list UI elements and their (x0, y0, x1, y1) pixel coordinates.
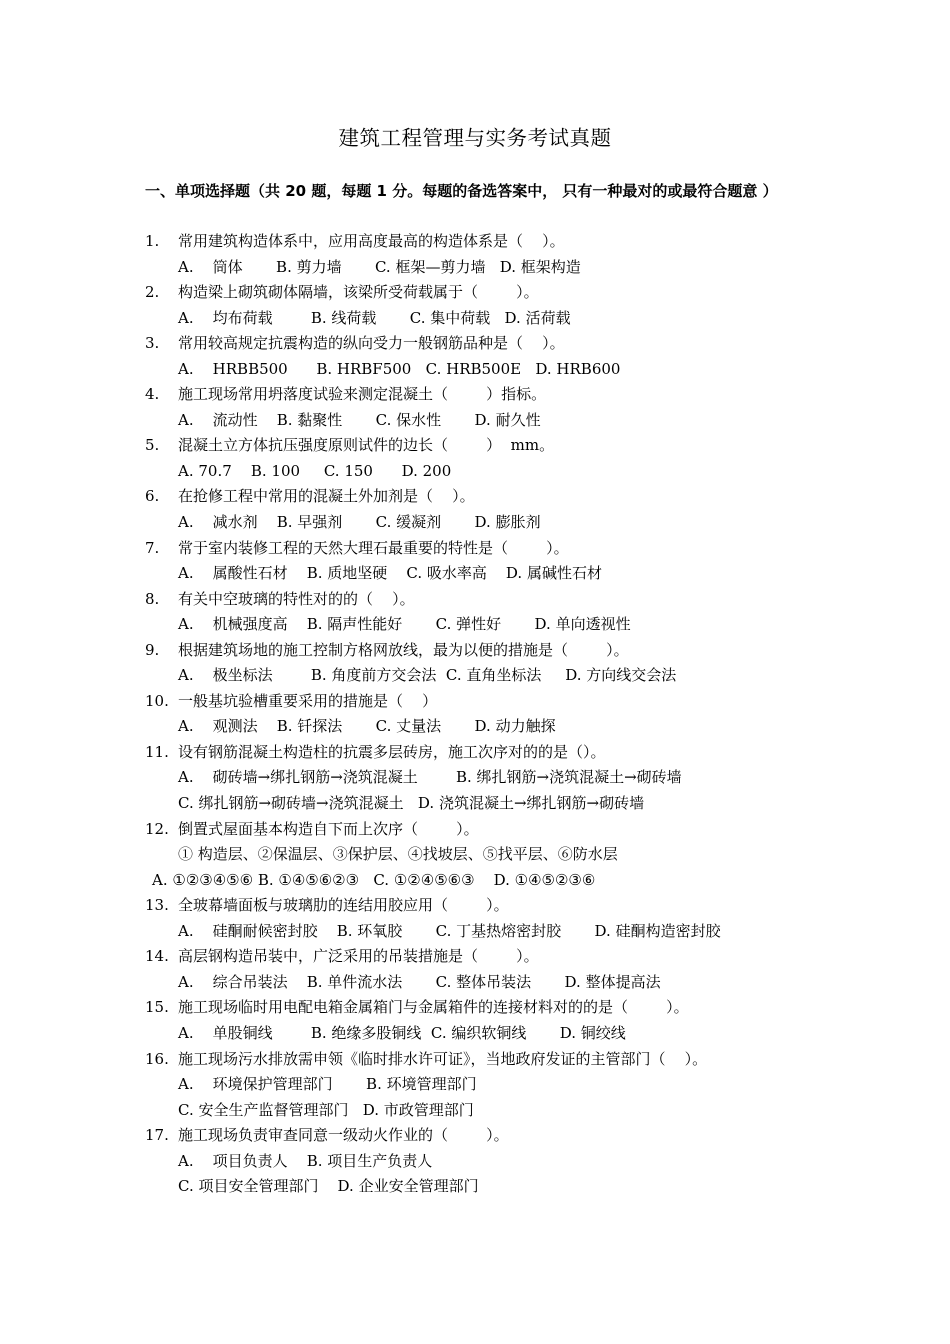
question-number: 3. (145, 334, 160, 353)
question-options-row (0, 663, 950, 689)
question-item (0, 280, 950, 306)
question-options-row (0, 1072, 950, 1098)
question-options-row (0, 842, 950, 868)
question-number: 5. (145, 436, 160, 455)
question-item (0, 893, 950, 919)
question-stem: 常于室内装修工程的天然大理石最重要的特性是（ ）。 (178, 538, 569, 557)
question-options: ① 构造层、②保温层、③保护层、④找坡层、⑤找平层、⑥防水层 (178, 845, 618, 864)
question-options: A. 筒体 B. 剪力墙 C. 框架—剪力墙 D. 框架构造 (178, 257, 581, 276)
question-options: A. 70.7 B. 100 C. 150 D. 200 (178, 461, 452, 480)
question-item (0, 433, 950, 459)
question-stem: 施工现场临时用电配电箱金属箱门与金属箱件的连接材料对的的是（ ）。 (178, 998, 689, 1017)
question-options: A. 项目负责人 B. 项目生产负责人 (178, 1151, 433, 1170)
question-options: A. HRBB500 B. HRBF500 C. HRB500E D. HRB600 (178, 359, 621, 378)
question-options-row (0, 791, 950, 817)
question-number: 4. (145, 385, 160, 404)
question-item (0, 944, 950, 970)
question-stem: 构造梁上砌筑砌体隔墙，该梁所受荷载属于（ ）。 (178, 283, 539, 302)
question-options: C. 绑扎钢筋→砌砖墙→浇筑混凝土 D. 浇筑混凝土→绑扎钢筋→砌砖墙 (178, 794, 645, 813)
question-number: 10. (145, 691, 169, 710)
question-options-row (0, 1149, 950, 1175)
question-stem: 施工现场负责审查同意一级动火作业的（ ）。 (178, 1126, 509, 1145)
question-item (0, 817, 950, 843)
question-options-row (0, 459, 950, 485)
question-item (0, 638, 950, 664)
question-stem: 常用建筑构造体系中，应用高度最高的构造体系是（ ）。 (178, 232, 565, 250)
question-number: 16. (145, 1049, 169, 1068)
question-stem: 在抢修工程中常用的混凝土外加剂是（ ）。 (178, 487, 475, 506)
question-stem: 有关中空玻璃的特性对的的（ ）。 (178, 589, 415, 608)
question-options-row (0, 868, 950, 894)
question-options: A. 硅酮耐候密封胶 B. 环氧胶 C. 丁基热熔密封胶 D. 硅酮构造密封胶 (178, 921, 721, 940)
question-options: A. 观测法 B. 钎探法 C. 丈量法 D. 动力触探 (178, 717, 556, 736)
question-stem: 根据建筑场地的施工控制方格网放线，最为以便的措施是（ ）。 (178, 640, 629, 659)
question-options: C. 安全生产监督管理部门 D. 市政管理部门 (178, 1100, 474, 1119)
question-options: A. 综合吊装法 B. 单件流水法 C. 整体吊装法 D. 整体提高法 (178, 972, 661, 991)
question-stem: 设有钢筋混凝土构造柱的抗震多层砖房，施工次序对的的是（）。 (178, 742, 606, 761)
question-item (0, 484, 950, 510)
question-options: A. 环境保护管理部门 B. 环境管理部门 (178, 1075, 477, 1094)
document-title: 建筑工程管理与实务考试真题 (338, 126, 612, 150)
question-number: 15. (145, 998, 169, 1017)
question-options: A. 属酸性石材 B. 质地坚硬 C. 吸水率高 D. 属碱性石材 (178, 564, 602, 583)
question-stem: 施工现场污水排放需申领《临时排水许可证》，当地政府发证的主管部门（ ）。 (178, 1049, 708, 1068)
question-options: A. 减水剂 B. 早强剂 C. 缓凝剂 D. 膨胀剂 (178, 513, 541, 532)
question-options-row (0, 306, 950, 332)
question-item (0, 1123, 950, 1149)
question-number: 8. (145, 589, 160, 608)
question-number: 14. (145, 947, 169, 966)
question-options: A. 均布荷载 B. 线荷载 C. 集中荷载 D. 活荷载 (178, 308, 571, 327)
question-options-row (0, 1021, 950, 1047)
question-stem: 一般基坑验槽重要采用的措施是（ ） (178, 691, 438, 710)
question-list (0, 229, 950, 1200)
question-options: A. 极坐标法 B. 角度前方交会法 C. 直角坐标法 D. 方向线交会法 (178, 666, 677, 685)
question-item (0, 536, 950, 562)
question-item (0, 382, 950, 408)
question-stem: 高层钢构造吊装中，广泛采用的吊装措施是（ ）。 (178, 947, 539, 966)
question-stem: 混凝土立方体抗压强度原则试件的边长（ ） mm。 (178, 436, 555, 455)
question-options: C. 项目安全管理部门 D. 企业安全管理部门 (178, 1177, 479, 1196)
question-options-row (0, 510, 950, 536)
question-options-row (0, 714, 950, 740)
question-options-row (0, 561, 950, 587)
question-number: 1. (145, 232, 160, 250)
question-item (0, 1047, 950, 1073)
question-options-row (0, 765, 950, 791)
question-number: 7. (145, 538, 160, 557)
question-options: A. 单股铜线 B. 绝缘多股铜线 C. 编织软铜线 D. 铜绞线 (178, 1023, 626, 1042)
question-options-row (0, 970, 950, 996)
question-options-row (0, 612, 950, 638)
question-stem: 全玻幕墙面板与玻璃肋的连结用胶应用（ ）。 (178, 896, 509, 915)
question-item (0, 587, 950, 613)
question-stem: 施工现场常用坍落度试验来测定混凝土（ ）指标。 (178, 385, 547, 404)
question-stem: 常用较高规定抗震构造的纵向受力一般钢筋品种是（ ）。 (178, 334, 565, 353)
question-options-row (0, 357, 950, 383)
question-item (0, 995, 950, 1021)
question-number: 2. (145, 283, 160, 302)
question-options: A. 机械强度高 B. 隔声性能好 C. 弹性好 D. 单向透视性 (178, 615, 631, 634)
question-options: A. 砌砖墙→绑扎钢筋→浇筑混凝土 B. 绑扎钢筋→浇筑混凝土→砌砖墙 (178, 768, 682, 787)
section-heading: 一、单项选择题（共 20 题，每题 1 分。每题的备选答案中， 只有一种最对的或最符合题意 ） (145, 182, 778, 200)
question-number: 13. (145, 896, 169, 915)
question-number: 9. (145, 640, 160, 659)
question-item (0, 740, 950, 766)
question-item (0, 331, 950, 357)
question-stem: 倒置式屋面基本构造自下而上次序（ ）。 (178, 819, 479, 838)
question-item (0, 229, 950, 255)
question-number: 6. (145, 487, 160, 506)
question-number: 11. (145, 742, 169, 761)
question-options-row (0, 408, 950, 434)
question-options-row (0, 1174, 950, 1200)
question-options-row (0, 1098, 950, 1124)
question-options: A. ①②③④⑤⑥ B. ①④⑤⑥②③ C. ①②④⑤⑥③ D. ①④⑤②③⑥ (152, 870, 596, 889)
question-item (0, 689, 950, 715)
question-number: 17. (145, 1126, 169, 1145)
question-options-row (0, 255, 950, 281)
question-options-row (0, 919, 950, 945)
question-options: A. 流动性 B. 黏聚性 C. 保水性 D. 耐久性 (178, 410, 541, 429)
question-number: 12. (145, 819, 169, 838)
